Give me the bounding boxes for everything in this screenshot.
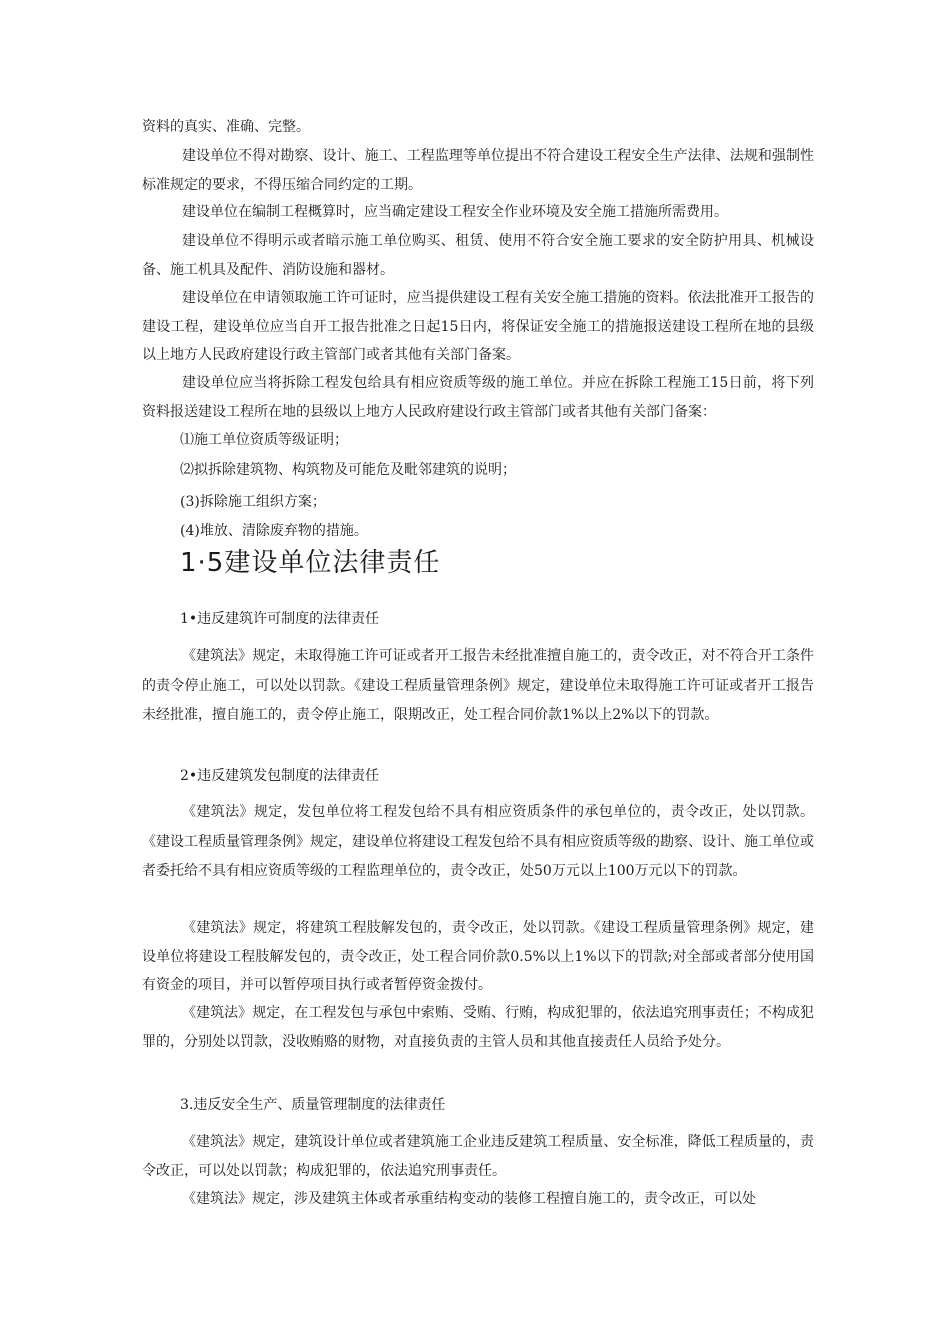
subheading-contracting-liability: 2•违反建筑发包制度的法律责任 — [180, 768, 380, 784]
subheading-permit-liability: 1•违反建筑许可制度的法律责任 — [180, 611, 380, 627]
paragraph-budget-safety-costs: 建设单位在编制工程概算时，应当确定建设工程安全作业环境及安全施工措施所需费用。 — [182, 204, 728, 220]
paragraph-demolition-contracting: 建设单位应当将拆除工程发包给具有相应资质等级的施工单位。并应在拆除工程施工15日前，将下列资料报送建设工程所在地的县级以上地方人民政府建设行政主管部门或者其他有关部门备案： — [142, 375, 814, 420]
paragraph-bribery: 《建筑法》规定，在工程发包与承包中索贿、受贿、行贿，构成犯罪的，依法追究刑事责任；不构成犯罪的，分别处以罚款，没收贿赂的财物，对直接负责的主管人员和其他直接责任人员给予处分。 — [142, 1005, 814, 1050]
paragraph-permit-liability: 《建筑法》规定，未取得施工许可证或者开工报告未经批准擅自施工的，责令改正，对不符合开工条件的责令停止施工，可以处以罚款。《建设工程质量管理条例》规定，建设单位未取得施工许可证或者开工报告未经批准，擅自施工的，责令停止施工，限期改正，处工程合同价款1%以上2%以下的罚款。 — [142, 648, 814, 723]
paragraph-structural-renovation: 《建筑法》规定，涉及建筑主体或者承重结构变动的装修工程擅自施工的，责令改正，可以处 — [182, 1191, 756, 1207]
paragraph-permit-safety-measures: 建设单位在申请领取施工许可证时，应当提供建设工程有关安全施工措施的资料。依法批准开工报告的建设工程，建设单位应当自开工报告批准之日起15日内，将保证安全施工的措施报送建设工程所在地的县级以上地方人民政府建设行政主管部门或者其他有关部门备案。 — [142, 290, 814, 363]
list-item: (4)堆放、清除废弃物的措施。 — [180, 523, 368, 539]
section-heading: 1·5建设单位法律责任 — [180, 548, 441, 578]
paragraph-no-unsafe-equipment: 建设单位不得明示或者暗示施工单位购买、租赁、使用不符合安全施工要求的安全防护用具、机械设备、施工机具及配件、消防设施和器材。 — [142, 233, 814, 278]
list-item: (3)拆除施工组织方案； — [180, 494, 326, 510]
paragraph-split-contracting: 《建筑法》规定，将建筑工程肢解发包的，责令改正，处以罚款。《建设工程质量管理条例》规定，建设单位将建设工程肢解发包的，责令改正，处工程合同价款0.5%以上1%以下的罚款;对全部或者部分使用国有资金的项目，并可以暂停项目执行或者暂停资金拨付。 — [142, 920, 814, 993]
paragraph-contracting-qualification: 《建筑法》规定，发包单位将工程发包给不具有相应资质条件的承包单位的，责令改正，处以罚款。《建设工程质量管理条例》规定，建设单位将建设工程发包给不具有相应资质等级的勘察、设计、施工单位或者委托给不具有相应资质等级的工程监理单位的，责令改正，处50万元以上100万元以下的罚款。 — [142, 804, 814, 879]
paragraph-quality-standards: 《建筑法》规定，建筑设计单位或者建筑施工企业违反建筑工程质量、安全标准，降低工程质量的，责令改正，可以处以罚款；构成犯罪的，依法追究刑事责任。 — [142, 1134, 814, 1179]
paragraph-no-unsafe-requirements: 建设单位不得对勘察、设计、施工、工程监理等单位提出不符合建设工程安全生产法律、法规和强制性标准规定的要求，不得压缩合同约定的工期。 — [142, 148, 814, 193]
paragraph-continuation: 资料的真实、准确、完整。 — [142, 119, 310, 135]
list-item: ⑴施工单位资质等级证明； — [180, 432, 348, 448]
list-item: ⑵拟拆除建筑物、构筑物及可能危及毗邻建筑的说明； — [180, 462, 516, 478]
subheading-safety-quality-liability: 3.违反安全生产、质量管理制度的法律责任 — [180, 1097, 446, 1113]
